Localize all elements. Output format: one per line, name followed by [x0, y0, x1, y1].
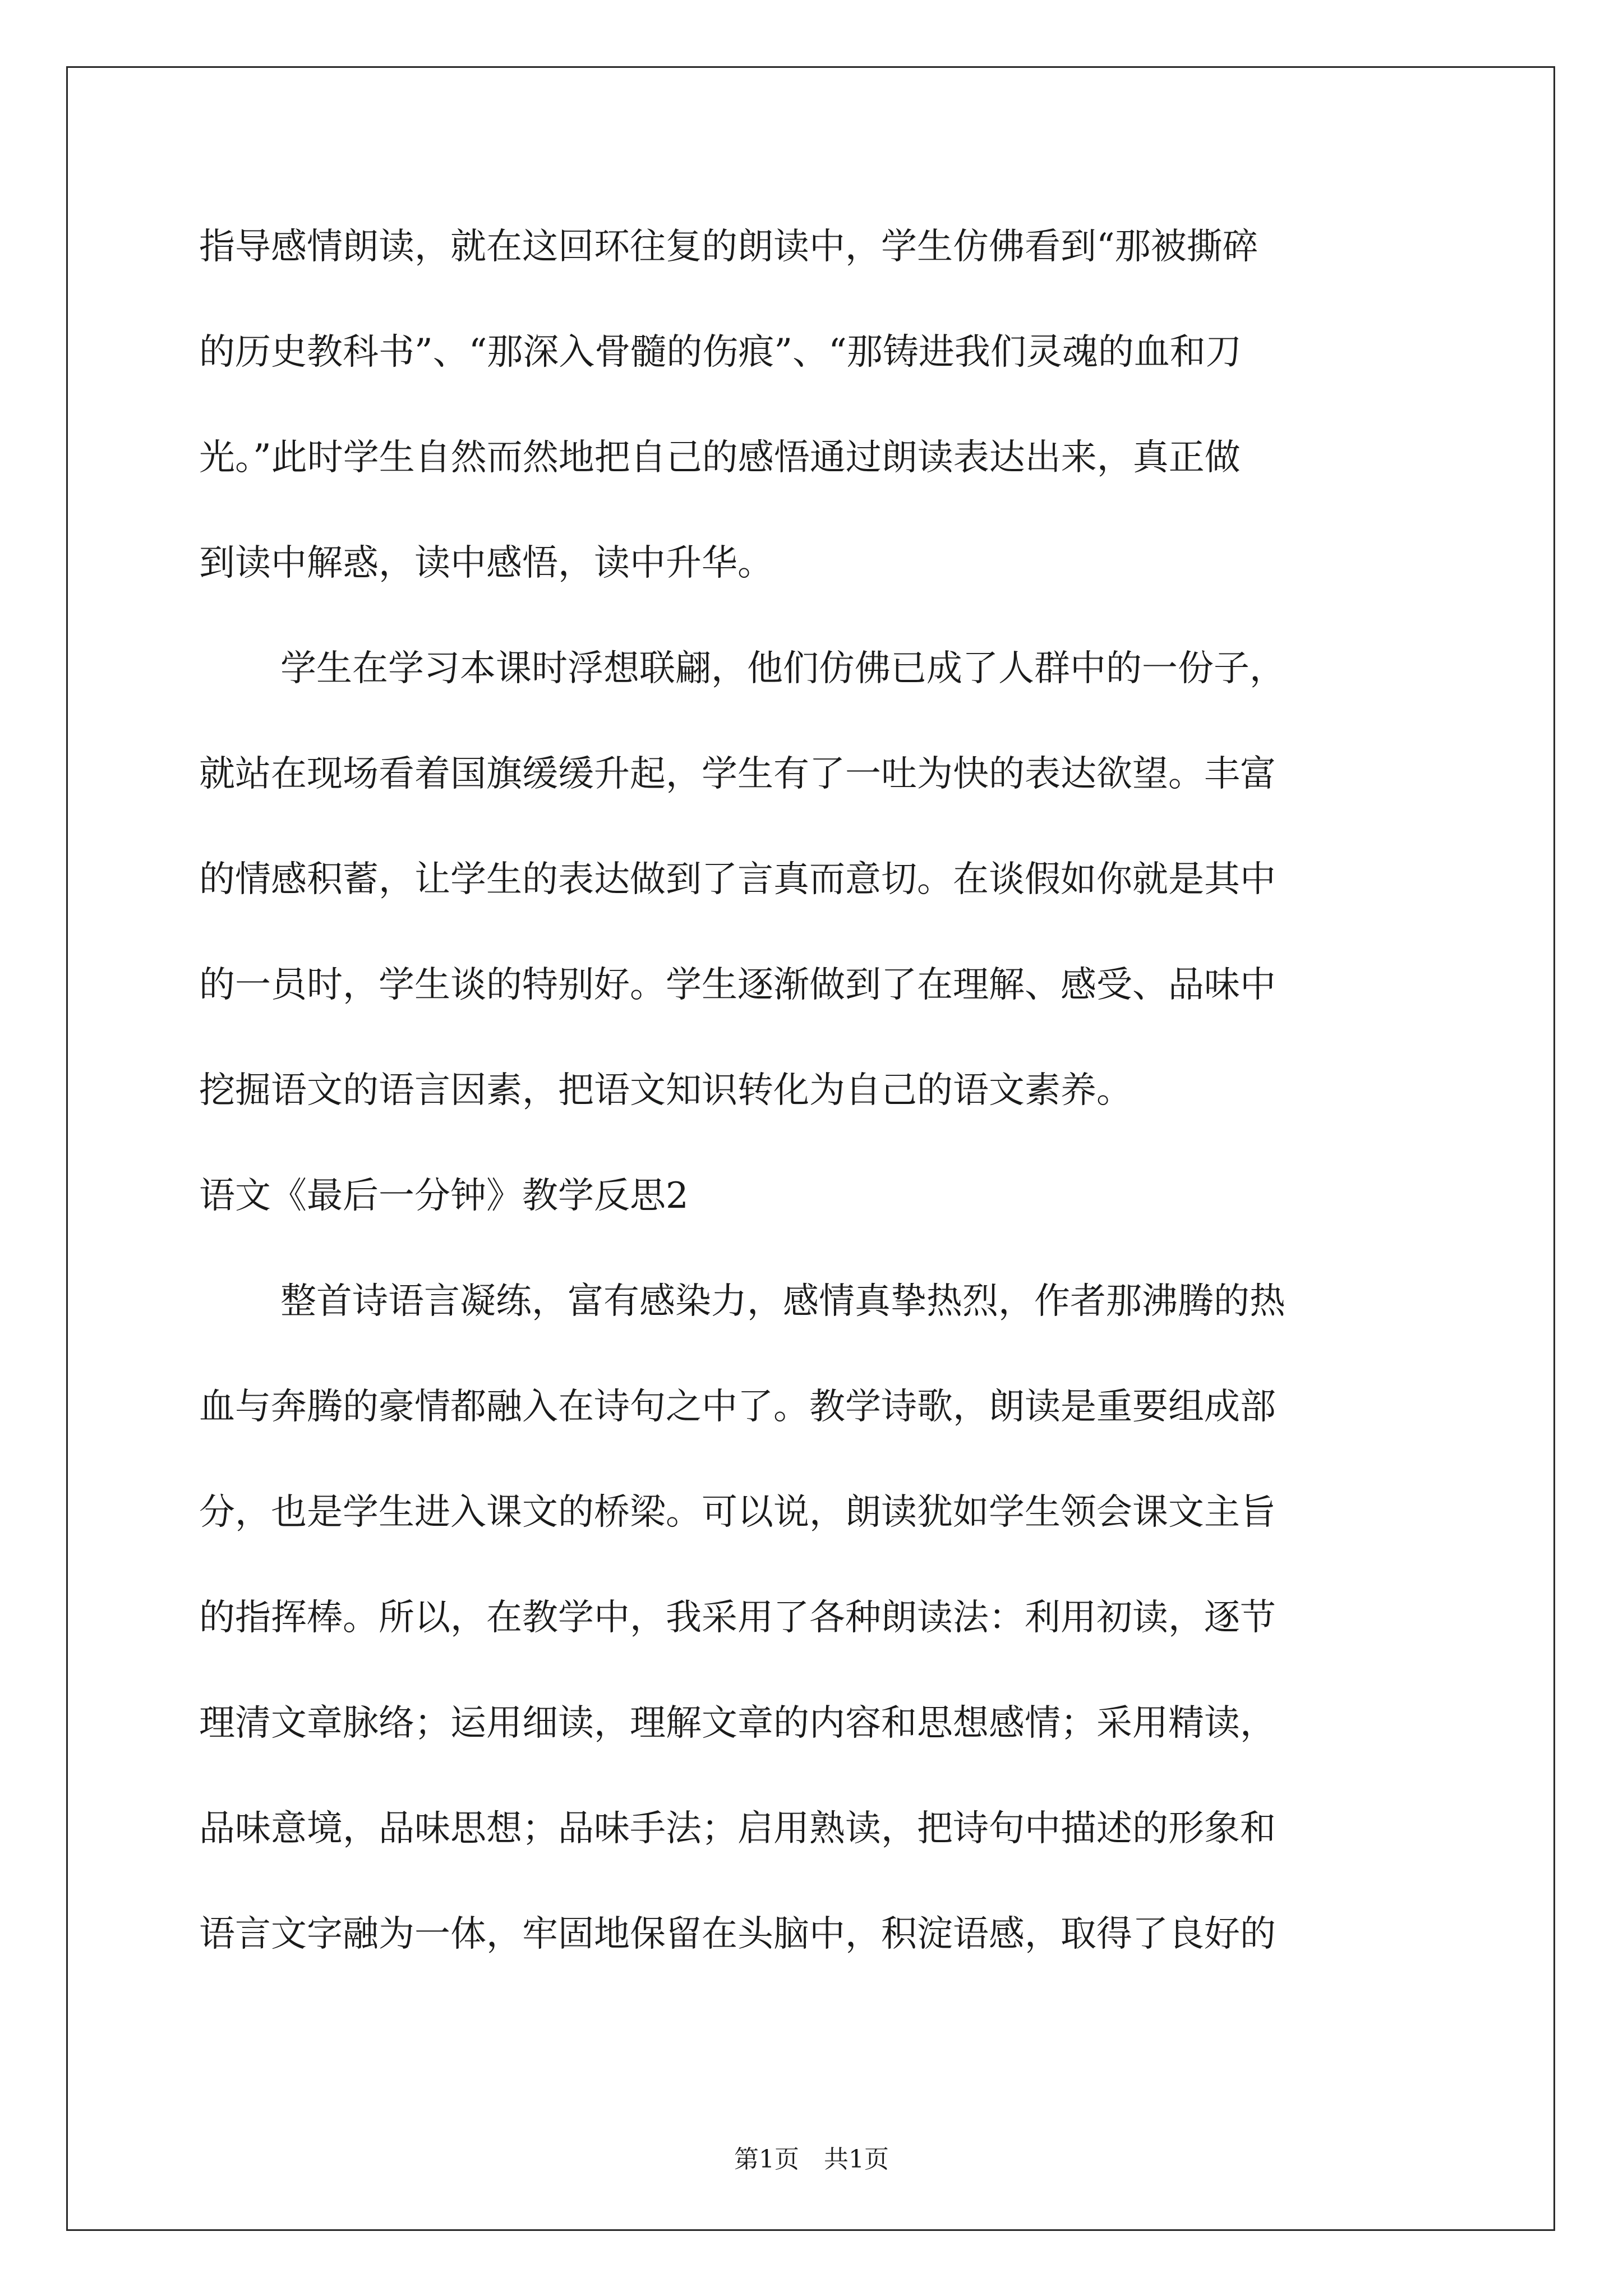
paragraph-1-line-3: 光。”此时学生自然而然地把自己的感悟通过朗读表达出来，真正做: [199, 437, 1241, 478]
paragraph-3-line-3: 分，也是学生进入课文的桥梁。可以说，朗读犹如学生领会课文主旨: [199, 1492, 1276, 1533]
page-footer: 第1页 共1页: [734, 2145, 889, 2174]
paragraph-3-line-7: 语言文字融为一体，牢固地保留在头脑中，积淀语感，取得了良好的: [199, 1913, 1276, 1955]
paragraph-2-line-5: 挖掘语文的语言因素，把语文知识转化为自己的语文素养。: [199, 1070, 1132, 1111]
paragraph-3-line-1: 整首诗语言凝练，富有感染力，感情真挚热烈，作者那沸腾的热: [280, 1281, 1285, 1322]
section-heading: 语文《最后一分钟》教学反思2: [199, 1175, 689, 1217]
paragraph-1-line-4: 到读中解惑，读中感悟，读中升华。: [199, 542, 773, 584]
paragraph-3-line-5: 理清文章脉络；运用细读，理解文章的内容和思想感情；采用精读，: [199, 1703, 1276, 1744]
paragraph-1-line-1: 指导感情朗读，就在这回环往复的朗读中，学生仿佛看到“那被撕碎: [199, 226, 1258, 268]
page-border: [66, 66, 1555, 2231]
paragraph-3-line-2: 血与奔腾的豪情都融入在诗句之中了。教学诗歌，朗读是重要组成部: [199, 1386, 1276, 1428]
paragraph-2-line-3: 的情感积蓄，让学生的表达做到了言真而意切。在谈假如你就是其中: [199, 859, 1276, 900]
paragraph-2-line-4: 的一员时，学生谈的特别好。学生逐渐做到了在理解、感受、品味中: [199, 964, 1276, 1006]
paragraph-1-line-2: 的历史教科书”、“那深入骨髓的伤痕”、“那铸进我们灵魂的血和刀: [199, 332, 1242, 373]
paragraph-2-line-1: 学生在学习本课时浮想联翩，他们仿佛已成了人群中的一份子，: [280, 648, 1285, 689]
paragraph-2-line-2: 就站在现场看着国旗缓缓升起，学生有了一吐为快的表达欲望。丰富: [199, 753, 1276, 795]
paragraph-3-line-6: 品味意境，品味思想；品味手法；启用熟读，把诗句中描述的形象和: [199, 1808, 1276, 1849]
paragraph-3-line-4: 的指挥棒。所以，在教学中，我采用了各种朗读法：利用初读，逐节: [199, 1597, 1276, 1639]
